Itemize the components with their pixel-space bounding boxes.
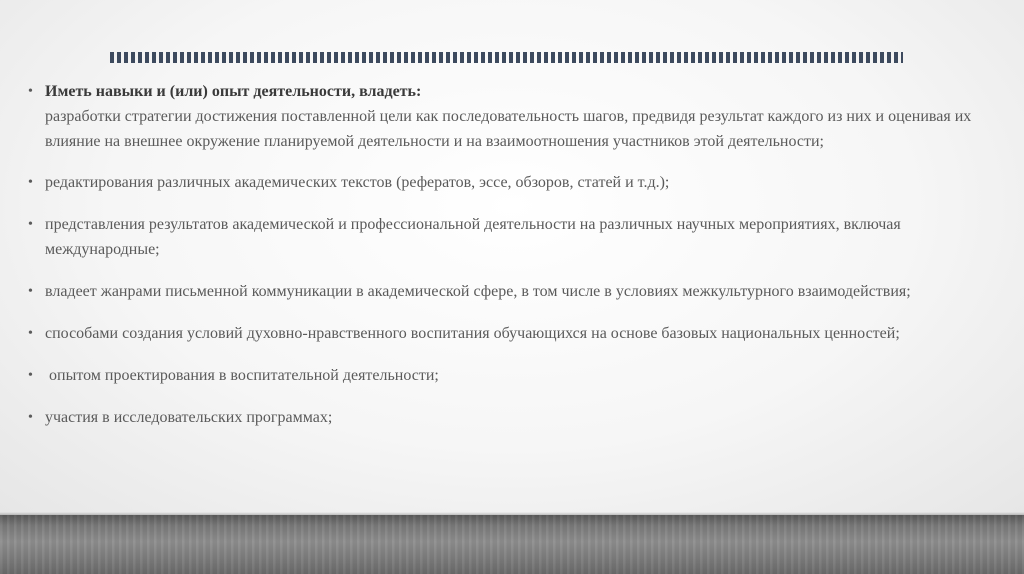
bullet-icon: • [28, 410, 33, 425]
list-item-body [45, 79, 998, 154]
bullet-icon: • [28, 217, 33, 232]
list-item-text: редактирования различных академических текстов (рефератов, эссе, обзоров, статей и т.д.); [45, 174, 670, 191]
list-item [28, 170, 998, 195]
bullet-icon: • [28, 175, 33, 190]
bullet-icon: • [28, 326, 33, 341]
bullet-list [28, 79, 998, 447]
list-item-text: представления результатов академической и профессиональной деятельности на различных научных мероприятиях, включая международные; [45, 216, 901, 258]
bullet-icon: • [28, 368, 33, 383]
list-item [28, 212, 998, 262]
title-decoration-bar [110, 52, 903, 63]
list-item-lead: Иметь навыки и (или) опыт деятельности, владеть: [45, 83, 422, 100]
list-item-text: разработки стратегии достижения поставленной цели как последовательность шагов, предвидя результат каждого из них и оценивая их влияние на внешнее окружение планируемой деятельности и на взаимоотношения участников этой деятельности; [45, 108, 972, 150]
list-item [28, 363, 998, 388]
list-item-text: опытом проектирования в воспитательной деятельности; [45, 367, 439, 384]
floor-texture [0, 515, 1024, 574]
list-item [28, 321, 998, 346]
list-item [28, 405, 998, 430]
bullet-icon: • [28, 84, 33, 99]
list-item-text: способами создания условий духовно-нравственного воспитания обучающихся на основе базовых национальных ценностей; [45, 325, 900, 342]
list-item-text: участия в исследовательских программах; [45, 409, 333, 426]
list-item-text: владеет жанрами письменной коммуникации в академической сфере, в том числе в условиях межкультурного взаимодействия; [45, 283, 911, 300]
bullet-icon: • [28, 284, 33, 299]
list-item [28, 79, 998, 154]
list-item [28, 279, 998, 304]
